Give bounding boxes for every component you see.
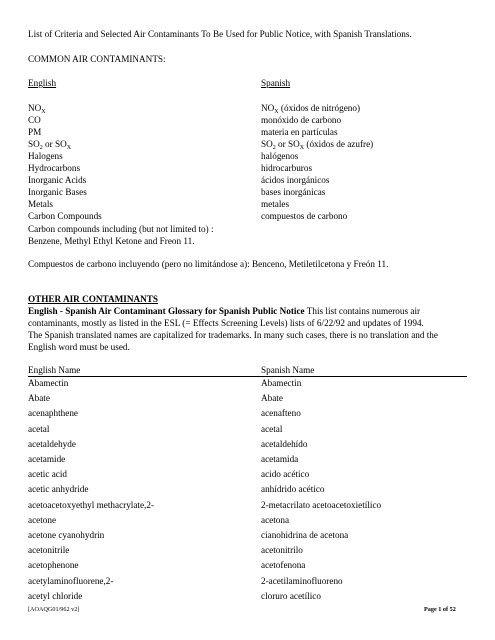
glossary-spanish-name: cloruro acetílico: [261, 591, 321, 601]
glossary-spanish-name: acido acético: [261, 469, 310, 479]
text-part: (óxidos de nitrógeno): [278, 103, 361, 113]
text-part: halógenos: [261, 151, 299, 161]
glossary-intro-line-1: [28, 305, 420, 317]
glossary-english-name: acetaldehyde: [28, 439, 76, 449]
common-row-english: [28, 210, 102, 222]
glossary-english-name: acetone: [28, 515, 57, 525]
glossary-english-name: acetylaminofluorene,2-: [28, 576, 114, 586]
glossary-spanish-name: acetona: [261, 515, 290, 525]
glossary-intro-line-3: The Spanish translated names are capitalized for trademarks. In many such cases, there is no translation and the: [28, 330, 438, 340]
common-row-spanish: [261, 174, 329, 186]
glossary-english-name: acetoacetoxyethyl methacrylate,2-: [28, 500, 155, 510]
text-part: Metals: [28, 199, 54, 209]
glossary-english-name: acetophenone: [28, 560, 79, 570]
glossary-spanish-name: acenafteno: [261, 408, 301, 418]
section-heading-common: COMMON AIR CONTAMINANTS:: [28, 54, 166, 64]
common-row-english: [28, 102, 46, 114]
glossary-spanish-name: Abate: [261, 393, 283, 403]
glossary-header-rule: [28, 376, 467, 377]
text-part: SO: [261, 139, 273, 149]
text-part: metales: [261, 199, 290, 209]
glossary-spanish-name: anhídrido acético: [261, 484, 325, 494]
glossary-spanish-name: acetamida: [261, 454, 299, 464]
glossary-spanish-name: acetofenona: [261, 560, 306, 570]
common-row-english: [28, 126, 41, 138]
text-part: hidrocarburos: [261, 163, 313, 173]
common-row-spanish: [261, 210, 347, 222]
common-row-spanish: [261, 198, 289, 210]
carbon-note-english-2: Benzene, Methyl Ethyl Ketone and Freon 11.: [28, 236, 195, 246]
subscript: X: [299, 145, 305, 151]
glossary-english-name: acenaphthene: [28, 408, 78, 418]
column-header-english: English: [28, 78, 57, 88]
glossary-spanish-name: acetaldehído: [261, 439, 308, 449]
text-part: compuestos de carbono: [261, 211, 348, 221]
text-part: bases inorgánicas: [261, 187, 326, 197]
glossary-spanish-name: cianohidrina de acetona: [261, 530, 349, 540]
subscript: X: [41, 109, 46, 115]
text-part: Hydrocarbons: [28, 163, 81, 173]
section-heading-other: OTHER AIR CONTAMINANTS: [28, 294, 159, 304]
common-row-spanish: [261, 138, 373, 150]
glossary-spanish-name: acetonitrilo: [261, 545, 303, 555]
glossary-english-name: acetamide: [28, 454, 66, 464]
common-row-english: [28, 114, 41, 126]
glossary-spanish-name: acetal: [261, 424, 283, 434]
footer-doc-id: [AOAQG01/962 v2]: [28, 606, 80, 613]
glossary-english-name: acetal: [28, 424, 50, 434]
text-part: or SO: [42, 139, 67, 149]
column-header-spanish: Spanish: [261, 78, 291, 88]
subscript: X: [66, 145, 72, 151]
common-row-english: [28, 186, 87, 198]
text-part: NO: [261, 103, 275, 113]
subscript: 2: [39, 145, 43, 151]
text-part: Carbon Compounds: [28, 211, 102, 221]
common-row-english: [28, 174, 86, 186]
common-row-spanish: [261, 126, 338, 138]
text-part: PM: [28, 127, 42, 137]
common-row-spanish: [261, 102, 360, 114]
text-part: (óxidos de azufre): [304, 139, 374, 149]
glossary-header-spanish: Spanish Name: [261, 365, 315, 375]
common-row-english: [28, 162, 80, 174]
common-row-spanish: [261, 150, 298, 162]
glossary-spanish-name: 2-metacrilato acetoacetoxietílico: [261, 500, 382, 510]
text-part: ácidos inorgánicos: [261, 175, 330, 185]
glossary-english-name: acetone cyanohydrin: [28, 530, 105, 540]
glossary-english-name: acetic acid: [28, 469, 68, 479]
glossary-english-name: acetyl chloride: [28, 591, 83, 601]
text-part: Inorganic Acids: [28, 175, 87, 185]
common-row-english: [28, 198, 53, 210]
common-row-english: [28, 150, 63, 162]
glossary-english-name: Abate: [28, 393, 50, 403]
text-part: SO: [28, 139, 40, 149]
subscript: 2: [272, 145, 276, 151]
text-part: monóxido de carbono: [261, 115, 342, 125]
common-row-spanish: [261, 114, 341, 126]
subscript: X: [274, 109, 279, 115]
text-part: Inorganic Bases: [28, 187, 87, 197]
document-title: List of Criteria and Selected Air Contaminants To Be Used for Public Notice, with Spanish Translations.: [28, 29, 412, 39]
glossary-spanish-name: Abamectin: [261, 378, 302, 388]
glossary-intro-text: This list contains numerous air: [304, 306, 421, 316]
text-part: or SO: [275, 139, 300, 149]
common-row-spanish: [261, 162, 312, 174]
glossary-title: English - Spanish Air Contaminant Glossary for Spanish Public Notice: [28, 306, 305, 316]
glossary-english-name: Abamectin: [28, 378, 69, 388]
text-part: materia en partículas: [261, 127, 338, 137]
common-row-spanish: [261, 186, 325, 198]
text-part: NO: [28, 103, 42, 113]
glossary-english-name: acetonitrile: [28, 545, 70, 555]
carbon-note-spanish: Compuestos de carbono incluyendo (pero no limitándose a): Benceno, Metiletilcetona y Freón 11.: [28, 259, 389, 269]
common-row-english: [28, 138, 71, 150]
glossary-english-name: acetic anhydride: [28, 484, 89, 494]
text-part: CO: [28, 115, 41, 125]
glossary-header-english: English Name: [28, 365, 81, 375]
text-part: Halogens: [28, 151, 63, 161]
glossary-intro-line-4: English word must be used.: [28, 342, 130, 352]
footer-page-number: Page 1 of 52: [424, 606, 456, 613]
carbon-note-english-1: Carbon compounds including (but not limited to) :: [28, 224, 214, 234]
glossary-intro-line-2: contaminants, mostly as listed in the ESL (= Effects Screening Levels) lists of 6/22/92 and updates of 1994.: [28, 318, 424, 328]
glossary-spanish-name: 2-acetilaminofluoreno: [261, 576, 343, 586]
